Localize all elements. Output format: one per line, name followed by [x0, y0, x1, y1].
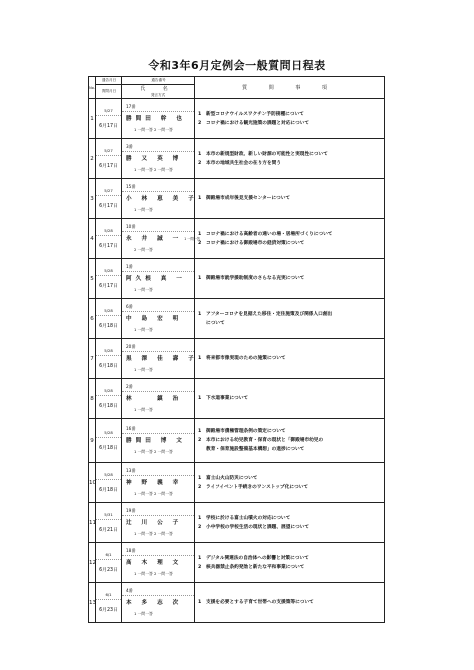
date-cell [96, 259, 122, 299]
question-item [198, 598, 381, 607]
question-item [198, 239, 381, 248]
question-item [198, 554, 381, 563]
name-cell [122, 503, 195, 543]
question-number: 1 [198, 429, 202, 434]
question-number: 1 [198, 276, 202, 281]
name-cell [122, 139, 195, 179]
question-number: 1 [198, 475, 202, 481]
table-row [89, 259, 385, 299]
notice-date: 5/28 [96, 267, 121, 276]
name-cell [122, 339, 198, 379]
question-date: 6月18日 [99, 446, 118, 452]
name-cell [122, 419, 195, 463]
question-date: 6月17日 [99, 164, 118, 170]
speech-method: 1 一問一答 [134, 287, 153, 292]
table-row [89, 463, 385, 503]
table-row [89, 379, 385, 419]
member-name-line [122, 476, 194, 490]
date-cell [96, 339, 122, 379]
date-cell [96, 379, 122, 419]
member-name: 阿久根 真 一 [126, 276, 186, 282]
member-name-line [122, 192, 198, 206]
question-date: 6月23日 [99, 568, 118, 574]
question-text: 学校に於ける富士山噴火の対応について [206, 515, 291, 521]
question-text: 本市の新規型財政、新しい財源の可能性と実現性について [206, 151, 328, 157]
header-name-cell [122, 85, 195, 99]
member-name-line [122, 112, 194, 126]
table-row [89, 339, 385, 379]
questions-cell [195, 139, 385, 179]
date-cell [96, 419, 122, 463]
question-date: 6月18日 [99, 364, 118, 370]
member-name-line [122, 232, 201, 246]
header-method: 発言方式 [150, 92, 166, 97]
speech-method: 1 一問一答 2 一問一答 [134, 127, 173, 132]
table-row [89, 179, 385, 219]
notice-date: 5/27 [96, 147, 121, 156]
row-number: 10 [89, 463, 96, 503]
question-number: 1 [198, 311, 202, 317]
speech-method: 1 一問一答 [134, 611, 153, 616]
row-number: 4 [89, 219, 96, 259]
table-row [89, 419, 385, 463]
question-text: 富士山火山防災について [206, 475, 258, 481]
table-row [89, 99, 385, 139]
question-item [198, 474, 381, 483]
questions-cell [195, 463, 385, 503]
header-notice-order: 通告番号 [122, 77, 195, 85]
question-number: 1 [198, 231, 202, 237]
header-notice-date: 通告月日 [96, 77, 122, 85]
question-number: 1 [198, 111, 202, 117]
member-name: 本 多 志 次 [126, 600, 183, 606]
row-number: 11 [89, 503, 96, 543]
table-row [89, 219, 385, 259]
questions-cell [195, 543, 385, 583]
name-cell [122, 99, 195, 139]
member-name: 勝 又 英 博 [126, 156, 183, 162]
speech-method: 1 一問一答 2 一問一答 [134, 449, 173, 454]
row-number: 13 [89, 583, 96, 623]
question-text: 御殿場市就学援助制度のさらなる充実について [206, 276, 305, 281]
notice-date: 5/27 [96, 107, 121, 116]
question-item [198, 394, 381, 403]
notice-date: 5/27 [96, 187, 121, 196]
member-name: 永 井 誠 一 [126, 236, 183, 242]
question-item [198, 436, 381, 445]
question-text: 教育・保育施設整備基本構想」の進捗について [206, 447, 305, 452]
name-cell [122, 219, 201, 259]
question-text: 御殿場市債権管理条例の策定について [206, 429, 286, 434]
notice-date: 5/28 [96, 471, 121, 480]
question-number: 2 [198, 484, 202, 490]
question-date: 6月21日 [99, 528, 118, 534]
row-number: 7 [89, 339, 96, 379]
notice-date: 5/31 [96, 511, 121, 520]
member-name: 中 島 宏 明 [126, 316, 183, 322]
date-cell [96, 219, 122, 259]
member-name: 勝間田 博 文 [126, 438, 186, 444]
notice-date: 5/28 [96, 387, 121, 396]
questions-cell [195, 299, 385, 339]
question-date: 6月17日 [99, 244, 118, 250]
notice-order: 6番 [122, 303, 194, 312]
member-name: 神 野 義 幸 [126, 480, 183, 486]
name-cell [122, 463, 195, 503]
name-cell [122, 259, 195, 299]
table-row [89, 139, 385, 179]
question-date: 6月18日 [99, 324, 118, 330]
member-name-line [122, 556, 194, 570]
question-text: 新型コロナウイルスワクチン予防接種について [206, 111, 304, 117]
question-text: コロナ禍における観光施策の課題と対応について [206, 120, 310, 126]
question-text: 核兵器禁止条約発効と新たな平和事業について [206, 564, 305, 570]
question-item [198, 310, 381, 319]
date-cell [96, 463, 122, 503]
question-number: 2 [198, 160, 202, 166]
question-text: について [206, 320, 225, 326]
question-number: 1 [198, 196, 202, 201]
question-item [198, 119, 381, 128]
question-date: 6月17日 [99, 124, 118, 130]
notice-date: 6/1 [96, 551, 121, 560]
question-item [198, 483, 381, 492]
member-name: 黒 澤 佳 壽 子 [126, 356, 198, 362]
date-cell [96, 99, 122, 139]
notice-order: 15番 [122, 183, 194, 192]
question-date: 6月17日 [99, 284, 118, 290]
member-name-line [122, 516, 194, 530]
member-name: 小 林 恵 美 子 [126, 196, 198, 202]
question-item [198, 230, 381, 239]
name-cell [122, 299, 195, 339]
table-row [89, 583, 385, 623]
member-name-line [122, 596, 194, 610]
speech-method: 2 一問一答 [134, 247, 153, 252]
question-item [198, 563, 381, 572]
question-date: 6月18日 [99, 488, 118, 494]
member-name-line [122, 434, 194, 448]
member-name: 勝間田 幹 也 [126, 116, 186, 122]
question-item [198, 274, 381, 283]
question-number: 1 [198, 555, 202, 561]
question-number: 2 [198, 564, 202, 570]
question-item [198, 110, 381, 119]
question-item [198, 427, 381, 436]
member-name-line [122, 272, 194, 286]
notice-order: 3番 [122, 143, 194, 152]
notice-date: 5/28 [96, 429, 121, 438]
notice-order: 20番 [122, 343, 194, 352]
question-date: 6月18日 [99, 404, 118, 410]
question-text: アフターコロナを見据えた移住・定住施策及び関係人口創出 [206, 311, 333, 317]
question-item [198, 514, 381, 523]
question-text: 下水道事業について [206, 396, 249, 401]
question-item [198, 523, 381, 532]
notice-order: 17番 [122, 103, 194, 112]
name-cell [122, 179, 198, 219]
question-item [198, 150, 381, 159]
question-text: 本市の地域共生社会の在り方を問う [206, 160, 282, 166]
notice-order: 10番 [122, 223, 194, 232]
date-cell [96, 299, 122, 339]
question-number: 1 [198, 600, 202, 605]
table-row [89, 299, 385, 339]
notice-order: 13番 [122, 467, 194, 476]
questions-cell [195, 99, 385, 139]
question-text: 御殿場市成年後見支援センターについて [206, 196, 291, 201]
speech-method: 1 一問一答 2 一問一答 [134, 491, 173, 496]
speech-method: 1 一問一答 [134, 367, 153, 372]
date-cell [96, 139, 122, 179]
notice-date: 6/1 [96, 591, 121, 600]
question-number: 1 [198, 151, 202, 157]
member-name: 髙 木 理 文 [126, 560, 183, 566]
notice-date: 5/28 [96, 227, 121, 236]
name-cell [122, 583, 195, 623]
question-number: 2 [198, 438, 202, 443]
row-number: 1 [89, 99, 96, 139]
speech-method: 1 一問一答 [134, 407, 153, 412]
speech-method: 1 一問一答 2 一問一答 [134, 167, 173, 172]
questions-cell [195, 219, 385, 259]
row-number: 2 [89, 139, 96, 179]
question-text: コロナ禍における高齢者の通いの場・居場所づくりについて [206, 231, 333, 237]
notice-order: 2番 [122, 383, 194, 392]
notice-order: 19番 [122, 507, 194, 516]
questions-cell [195, 583, 385, 623]
speech-method: 1 一問一答 [134, 327, 153, 332]
row-number: 3 [89, 179, 96, 219]
question-number: 1 [198, 515, 202, 521]
name-cell [122, 543, 195, 583]
date-cell [96, 583, 122, 623]
table-row [89, 543, 385, 583]
table-row [89, 503, 385, 543]
question-text: 将来都市像実現のための施策について [206, 356, 286, 361]
row-number: 6 [89, 299, 96, 339]
member-name: 林 鎮 治 [126, 396, 183, 402]
speech-method: 1 一問一答 [134, 207, 153, 212]
questions-cell [195, 379, 385, 419]
notice-order: 16番 [122, 425, 194, 434]
question-text: コロナ禍における御殿場市の経済対策について [206, 240, 305, 246]
speech-method: 1 一問一答 2 一問一答 [134, 571, 173, 576]
date-cell [96, 503, 122, 543]
question-number: 2 [198, 120, 202, 126]
notice-date: 5/28 [96, 347, 121, 356]
header-name: 氏 名 [140, 85, 176, 92]
member-name-line [122, 392, 194, 406]
row-number: 5 [89, 259, 96, 299]
speech-method: 1 一問一答 2 一問一答 [134, 531, 173, 536]
notice-order: 4番 [122, 587, 194, 596]
question-text: ライフイベント手続きのワンストップ化について [206, 484, 309, 490]
schedule-table [88, 76, 385, 623]
page-title: 令和3年6月定例会一般質問日程表 [148, 59, 326, 72]
question-text: 小中学校の学校生活の現状と課題、展望について [206, 524, 310, 530]
notice-date: 5/28 [96, 307, 121, 316]
question-number: 1 [198, 396, 202, 401]
member-name: 辻 川 公 子 [126, 520, 183, 526]
member-name-line [122, 352, 198, 366]
question-text: 本市における幼児教育・保育の現状と「御殿場市幼児の [206, 438, 324, 443]
row-number: 12 [89, 543, 96, 583]
question-text: 支援を必要とする子育て世帯への支援策等について [206, 600, 314, 605]
row-number: 8 [89, 379, 96, 419]
questions-cell [195, 503, 385, 543]
question-number: 2 [198, 240, 202, 246]
date-cell [96, 179, 122, 219]
question-text: デジタル関連法の自治体への影響と対策について [206, 555, 309, 561]
question-date: 6月17日 [99, 204, 118, 210]
question-item [198, 159, 381, 168]
questions-cell [195, 179, 385, 219]
notice-order: 1番 [122, 263, 194, 272]
question-date: 6月23日 [99, 608, 118, 614]
header-no: No. [89, 77, 96, 99]
member-name-note: 1 一問一答 [184, 237, 201, 241]
notice-order: 18番 [122, 547, 194, 556]
question-item [198, 319, 381, 328]
question-item [198, 354, 381, 363]
header-question-date: 質問月日 [96, 85, 122, 99]
member-name-line [122, 152, 194, 166]
question-item [198, 194, 381, 203]
member-name-line [122, 312, 194, 326]
question-item [198, 445, 381, 454]
question-number: 2 [198, 524, 202, 530]
questions-cell [195, 419, 385, 463]
question-number: 1 [198, 356, 202, 361]
name-cell [122, 379, 195, 419]
date-cell [96, 543, 122, 583]
row-number: 9 [89, 419, 96, 463]
questions-cell [195, 259, 385, 299]
questions-cell [195, 339, 385, 379]
header-questions: 質 問 事 項 [195, 77, 385, 99]
